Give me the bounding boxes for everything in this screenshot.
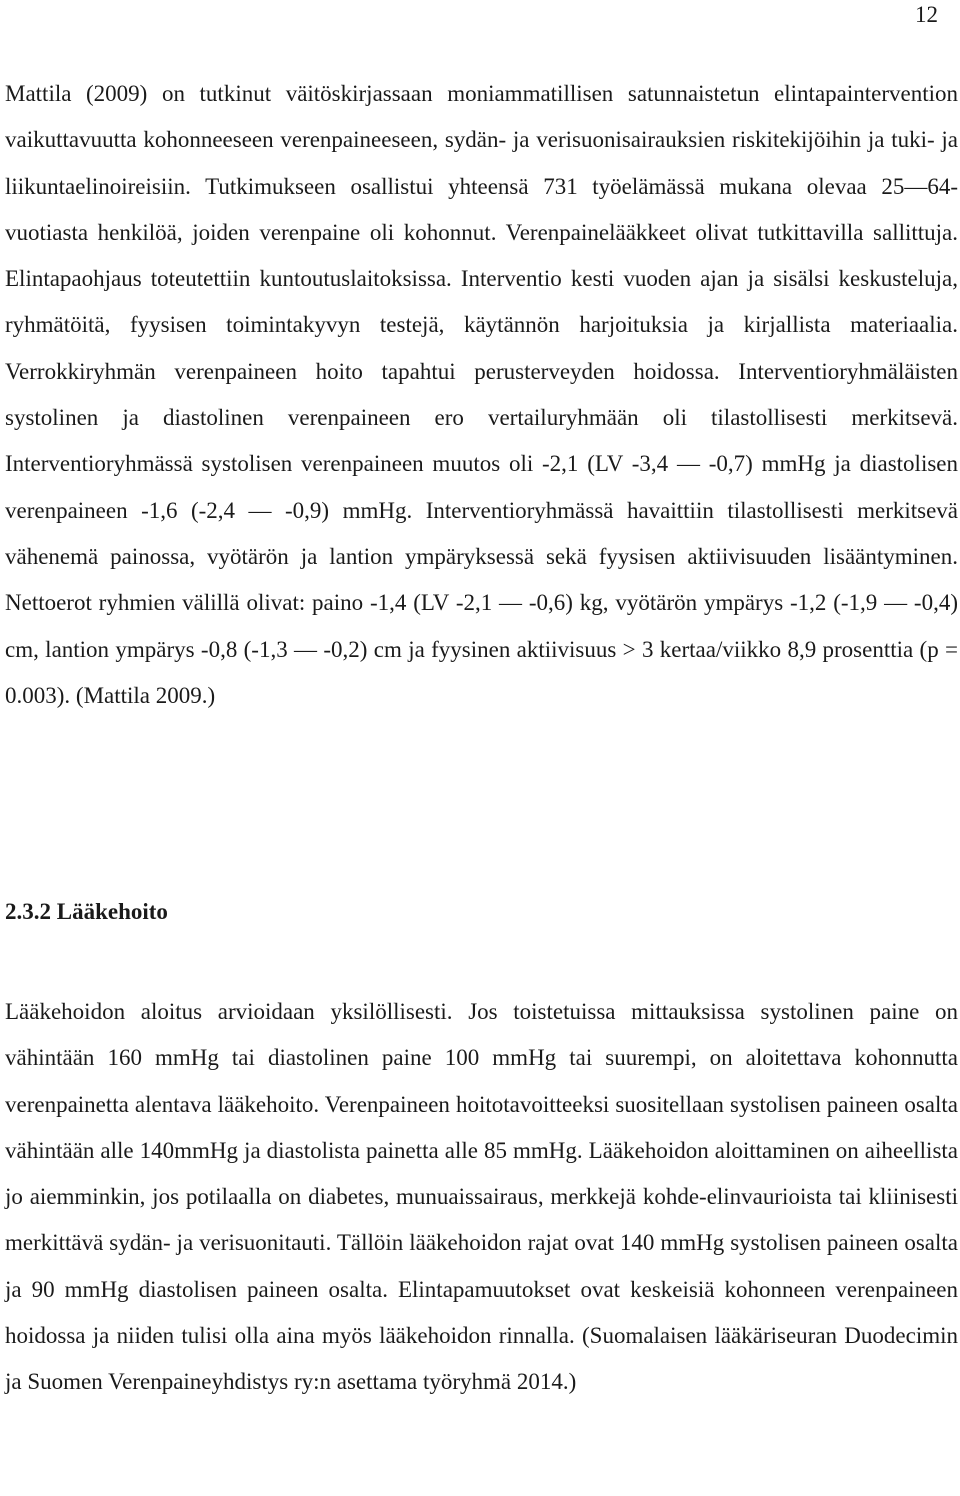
section-heading: 2.3.2 Lääkehoito: [5, 899, 168, 924]
body-paragraph-medication: Lääkehoidon aloitus arvioidaan yksilöllisesti. Jos toistetuissa mittauksissa systolinen paine on vähintään 160 mmHg tai diastolinen paine 100 mmHg tai suurempi, on aloitettava kohonnutta verenpainetta alentava lääkehoito. Verenpaineen hoitotavoitteeksi suositellaan systolisen paineen osalta vähintään alle 140mmHg ja diastolista painetta alle 85 mmHg. Lääkehoidon aloittaminen on aiheellista jo aiemminkin, jos potilaalla on diabetes, munuaissairaus, merkkejä kohde-elinvaurioista tai kliinisesti merkittävä sydän- ja verisuonitauti. Tällöin lääkehoidon rajat ovat 140 mmHg systolisen paineen osalta ja 90 mmHg diastolisen paineen osalta. Elintapamuutokset ovat keskeisiä kohonneen verenpaineen hoidossa ja niiden tulisi olla aina myös lääkehoidon rinnalla. (Suomalaisen lääkäriseuran Duodecimin ja Suomen Verenpaineyhdistys ry:n asettama työryhmä 2014.): [5, 999, 958, 1395]
page-number: 12: [915, 2, 938, 27]
body-paragraph-mattila-study: Mattila (2009) on tutkinut väitöskirjassaan moniammatillisen satunnaistetun elintapaintervention vaikuttavuutta kohonneeseen verenpaineeseen, sydän- ja verisuonisairauksien riskitekijöihin ja tuki- ja liikuntaelinoireisiin. Tutkimukseen osallistui yhteensä 731 työelämässä mukana olevaa 25—64-vuotiasta henkilöä, joiden verenpaine oli kohonnut. Verenpainelääkkeet olivat tutkittavilla sallittuja. Elintapaohjaus toteutettiin kuntoutuslaitoksissa. Interventio kesti vuoden ajan ja sisälsi keskusteluja, ryhmätöitä, fyysisen toimintakyvyn testejä, käytännön harjoituksia ja kirjallista materiaalia. Verrokkiryhmän verenpaineen hoito tapahtui perusterveyden hoidossa. Interventioryhmäläisten systolinen ja diastolinen verenpaineen ero vertailuryhmään oli tilastollisesti merkitsevä. Interventioryhmässä systolisen verenpaineen muutos oli -2,1 (LV -3,4 — -0,7) mmHg ja diastolisen verenpaineen -1,6 (-2,4 — -0,9) mmHg. Interventioryhmässä havaittiin tilastollisesti merkitsevä vähenemä painossa, vyötärön ja lantion ympäryksessä sekä fyysisen aktiivisuuden lisääntyminen. Nettoerot ryhmien välillä olivat: paino -1,4 (LV -2,1 — -0,6) kg, vyötärön ympärys -1,2 (-1,9 — -0,4) cm, lantion ympärys -0,8 (-1,3 — -0,2) cm ja fyysinen aktiivisuus > 3 kertaa/viikko 8,9 prosenttia (p = 0.003). (Mattila 2009.): [5, 81, 958, 708]
